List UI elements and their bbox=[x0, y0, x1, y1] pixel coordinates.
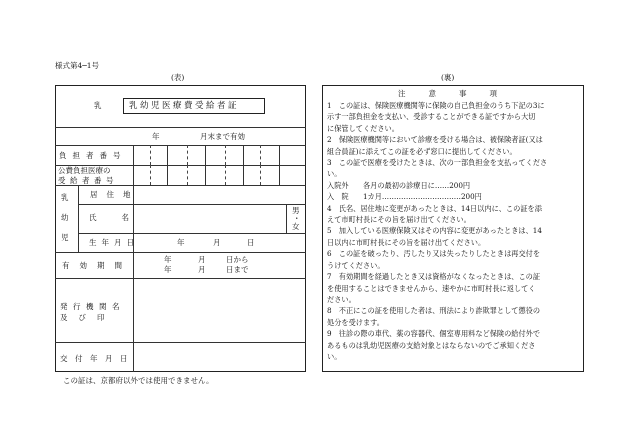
validity-until: 月末まで有効 bbox=[200, 132, 245, 141]
note-line: を使用することはできませんから、速やかに市町村長に返してく bbox=[327, 283, 536, 293]
digit-divider bbox=[187, 145, 188, 165]
validity-period-label: 有効期間 bbox=[62, 261, 132, 270]
infant-label-2: 幼 bbox=[61, 213, 69, 222]
rule bbox=[78, 204, 306, 205]
rule bbox=[133, 145, 134, 372]
rule bbox=[55, 185, 306, 186]
note-line: 2 保険医療機関等において診療を受ける場合は、被保険者証(又は bbox=[327, 135, 543, 145]
form-number: 様式第4─1号 bbox=[55, 61, 100, 70]
validity-year: 年 bbox=[152, 132, 160, 141]
note-line: 9 往診の際の車代、薬の容器代、個室専用料など保険の給付外で bbox=[327, 329, 541, 339]
note-line: 3 この証で医療を受けたときは、次の一部負担金を支払ってくださ bbox=[327, 158, 548, 168]
issue-date-label: 交付年月日 bbox=[60, 354, 135, 363]
note-line: 処分を受けます。 bbox=[327, 317, 384, 327]
birth-day: 日 bbox=[247, 238, 255, 247]
digit-divider bbox=[167, 145, 168, 165]
note-line: あるものは乳幼児医療の支給対象とはならないのでご承知くださ bbox=[327, 340, 536, 350]
birth-date-label: 生年月日 bbox=[89, 238, 139, 247]
note-line: 組合員証)に添えてこの証を必ず窓口に提出してください。 bbox=[327, 146, 517, 156]
birth-month: 月 bbox=[213, 238, 221, 247]
sex-male: 男 bbox=[292, 206, 300, 215]
digit-divider bbox=[187, 165, 188, 185]
digit-divider bbox=[225, 165, 226, 185]
infant-label-1: 乳 bbox=[61, 193, 69, 202]
footer-note: この証は、京都府以外では使用できません。 bbox=[63, 376, 214, 385]
digit-divider bbox=[243, 165, 244, 185]
note-line: 8 不正にこの証を使用した者は、刑法により詐欺罪として懲役の bbox=[327, 306, 541, 316]
note-line: 4 氏名、居住地に変更があったときは、14日以内に、この証を添 bbox=[327, 203, 542, 213]
issuer-label-line2: 及び印 bbox=[60, 313, 116, 322]
digit-divider bbox=[167, 165, 168, 185]
digit-divider bbox=[225, 145, 226, 165]
notes-body bbox=[327, 100, 577, 362]
period-from-year: 年 bbox=[164, 255, 172, 264]
note-line: 7 有効期間を経過したとき又は資格がなくなったときは、この証 bbox=[327, 272, 541, 282]
sex-female: 女 bbox=[292, 222, 300, 231]
note-line: ださい。 bbox=[327, 294, 356, 304]
digit-divider bbox=[260, 145, 261, 165]
note-line: い。 bbox=[327, 169, 342, 179]
note-line: 6 この証を破ったり、汚したり又は失ったりしたときは再交付を bbox=[327, 249, 541, 259]
period-to-day: 日まで bbox=[226, 265, 249, 274]
period-from-day: 日から bbox=[226, 255, 249, 264]
digit-divider bbox=[150, 165, 151, 185]
rule bbox=[55, 342, 306, 343]
note-line: 入院外 各月の最初の診療日に……200円 bbox=[327, 180, 471, 190]
note-line: い。 bbox=[327, 351, 342, 361]
rule bbox=[55, 278, 306, 279]
rule bbox=[286, 204, 287, 233]
recipient-label-line2: 受給者番号 bbox=[58, 176, 118, 185]
digit-divider bbox=[150, 145, 151, 165]
rule bbox=[55, 252, 306, 253]
period-to-month: 月 bbox=[198, 265, 206, 274]
address-label: 居住地 bbox=[90, 190, 140, 199]
digit-divider bbox=[205, 145, 206, 165]
digit-divider bbox=[243, 145, 244, 165]
rule bbox=[55, 145, 306, 146]
rule bbox=[78, 233, 306, 234]
note-line: えて市町村長にその旨を届け出てください。 bbox=[327, 215, 471, 225]
digit-divider bbox=[279, 145, 280, 185]
digit-divider bbox=[260, 165, 261, 185]
note-line: 示す一部負担金を支払い、受診することができる証ですから大切 bbox=[327, 112, 536, 122]
issuer-label-line1: 発行機関名 bbox=[60, 302, 125, 311]
certificate-title: 乳幼児医療費受給者証 bbox=[129, 101, 240, 111]
note-line: 1 この証は、保険医療機関等に保険の自己負担金のうち下記の3に bbox=[327, 101, 545, 110]
period-to-year: 年 bbox=[164, 265, 172, 274]
digit-divider bbox=[205, 165, 206, 185]
title-prefix: 乳 bbox=[94, 101, 102, 110]
note-line: うけてください。 bbox=[327, 260, 385, 270]
note-line: 入 院 1カ月……………………………200円 bbox=[327, 192, 482, 202]
note-line: 5 加入している医療保険又はその内容に変更があったときは、14 bbox=[327, 226, 542, 236]
front-card bbox=[55, 85, 306, 372]
name-label: 氏名 bbox=[89, 213, 154, 222]
recipient-label-line1: 公費負担医療の bbox=[58, 166, 111, 175]
birth-year: 年 bbox=[177, 238, 185, 247]
note-line: 日以内に市町村長にその旨を届け出てください。 bbox=[327, 237, 486, 247]
note-line: に保管してください。 bbox=[327, 123, 399, 133]
infant-label-3: 児 bbox=[61, 233, 69, 242]
period-from-month: 月 bbox=[198, 255, 206, 264]
notes-title: 注意事項 bbox=[398, 89, 520, 98]
back-heading: (裏) bbox=[441, 73, 455, 82]
rule bbox=[78, 185, 79, 252]
rule bbox=[55, 127, 306, 128]
sex-separator: ・ bbox=[293, 214, 301, 223]
payer-number-label: 負担者番号 bbox=[59, 151, 127, 160]
front-heading: (表) bbox=[171, 73, 185, 82]
